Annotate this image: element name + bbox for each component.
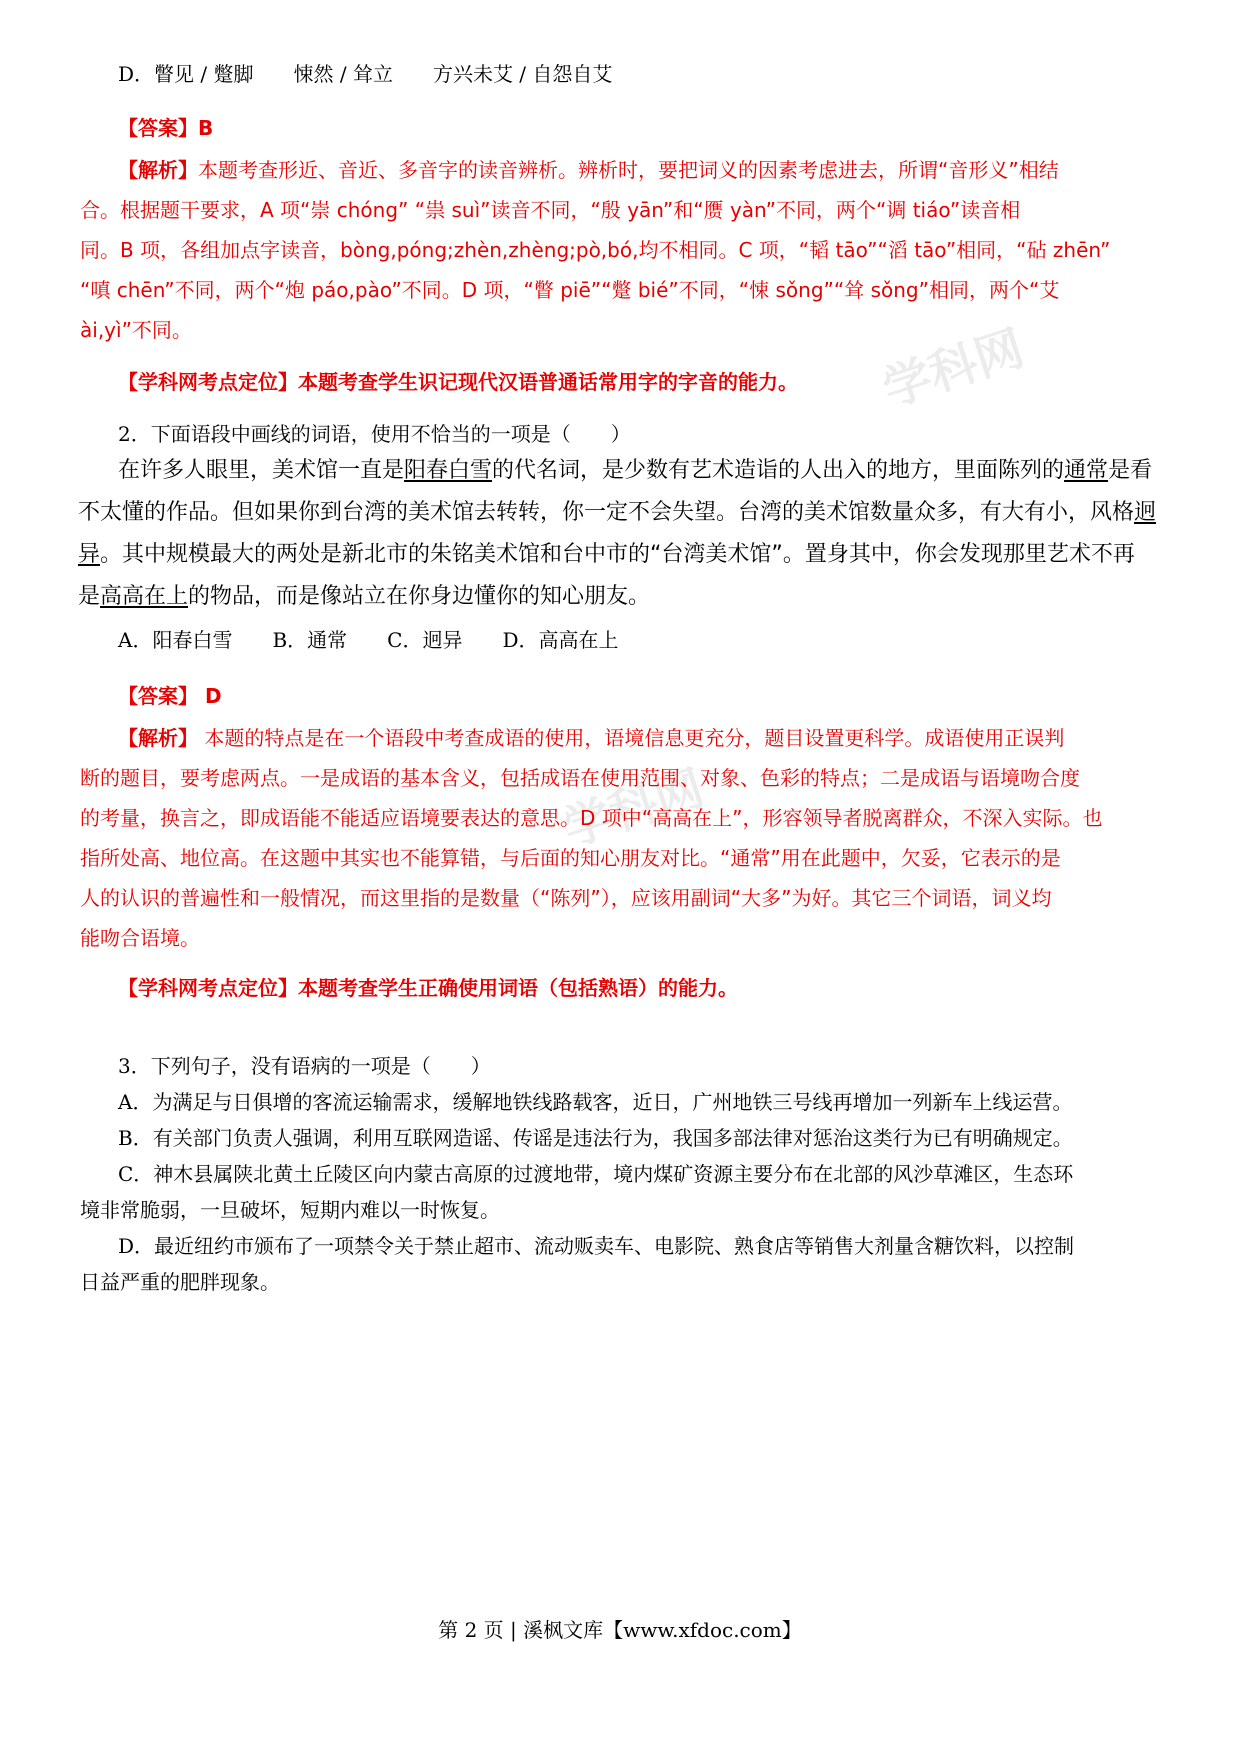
q3-option-d: D．最近纽约市颁布了一项禁令关于禁止超市、流动贩卖车、电影院、熟食店等销售大剂量含糖饮料，以控制 <box>118 1234 1075 1258</box>
q1-knowledge-point: 【学科网考点定位】本题考查学生识记现代汉语普通话常用字的字音的能力。 <box>118 370 798 394</box>
q2-analysis-line: 人的认识的普遍性和一般情况，而这里指的是数量（“陈列”），应该用副词“大多”为好。其它三个词语，词义均 <box>80 886 1052 910</box>
q2-option: C．迥异 <box>387 628 463 652</box>
q2-option: A．阳春白雪 <box>118 628 233 652</box>
q2-analysis-line: 的考量，换言之，即成语能不能适应语境要表达的意思。D 项中“高高在上”，形容领导者脱离群众，不深入实际。也 <box>80 806 1103 830</box>
q2-analysis-line: 【解析】 本题的特点是在一个语段中考查成语的使用，语境信息更充分，题目设置更科学。成语使用正误判 <box>118 726 1065 750</box>
q1-analysis-line: 【解析】本题考查形近、音近、多音字的读音辨析。辨析时，要把词义的因素考虑进去，所谓“音形义”相结 <box>118 158 1059 182</box>
underlined-term: 迥 <box>1134 500 1157 525</box>
q3-stem: 3．下列句子，没有语病的一项是（ ） <box>118 1054 491 1078</box>
q2-option: B．通常 <box>272 628 348 652</box>
q2-knowledge-point: 【学科网考点定位】本题考查学生正确使用词语（包括熟语）的能力。 <box>118 976 738 1000</box>
q2-passage-line: 是高高在上的物品，而是像站立在你身边懂你的知心朋友。 <box>78 584 651 609</box>
q2-option: D．高高在上 <box>502 628 619 652</box>
q1-analysis-line: “嗔 chēn”不同，两个“炮 páo,pào”不同。D 项，“瞥 piē”“蹩 bié”不同，“悚 sǒng”“耸 sǒng”相同，两个“艾 <box>80 278 1060 302</box>
underlined-term: 阳春白雪 <box>404 458 493 483</box>
q1-analysis-line: ài,yì”不同。 <box>80 318 192 342</box>
q2-passage-line: 不太懂的作品。但如果你到台湾的美术馆去转转，你一定不会失望。台湾的美术馆数量众多，有大有小，风格迥 <box>78 500 1157 525</box>
q1-analysis-line: 同。B 项，各组加点字读音，bòng,póng;zhèn,zhèng;pò,bó,均不相同。C 项，“韬 tāo”“滔 tāo”相同，“砧 zhēn” <box>80 238 1111 262</box>
watermark: 学科网 <box>556 759 711 858</box>
q3-option-d-cont: 日益严重的肥胖现象。 <box>80 1270 280 1294</box>
page-footer: 第 2 页 | 溪枫文库【www.xfdoc.com】 <box>438 1618 802 1642</box>
analysis-tag: 【解析】 <box>118 726 198 750</box>
underlined-term: 通常 <box>1064 458 1109 483</box>
q3-option-b: B．有关部门负责人强调，利用互联网造谣、传谣是违法行为，我国多部法律对惩治这类行为已有明确规定。 <box>118 1126 1073 1150</box>
watermark: 学科网 <box>876 319 1031 418</box>
q2-passage-line: 在许多人眼里，美术馆一直是阳春白雪的代名词，是少数有艺术造诣的人出入的地方，里面陈列的通常是看 <box>118 458 1153 483</box>
q2-analysis-line: 断的题目，要考虑两点。一是成语的基本含义，包括成语在使用范围、对象、色彩的特点；二是成语与语境吻合度 <box>80 766 1080 790</box>
q2-analysis-line: 指所处高、地位高。在这题中其实也不能算错，与后面的知心朋友对比。“通常”用在此题中，欠妥，它表示的是 <box>80 846 1061 870</box>
q3-option-c: C．神木县属陕北黄土丘陵区向内蒙古高原的过渡地带，境内煤矿资源主要分布在北部的风沙草滩区，生态环 <box>118 1162 1074 1186</box>
q3-option-a: A．为满足与日俱增的客流运输需求，缓解地铁线路载客，近日，广州地铁三号线再增加一列新车上线运营。 <box>118 1090 1073 1114</box>
q2-options <box>118 626 619 654</box>
analysis-tag: 【解析】 <box>118 158 198 182</box>
q1-option-d: D．瞥见 / 蹩脚 悚然 / 耸立 方兴未艾 / 自怨自艾 <box>118 62 613 86</box>
q2-answer: 【答案】 D <box>118 684 222 708</box>
underlined-term: 高高在上 <box>100 584 189 609</box>
q3-option-c-cont: 境非常脆弱，一旦破坏，短期内难以一时恢复。 <box>80 1198 500 1222</box>
q1-analysis-line: 合。根据题干要求，A 项“崇 chóng” “祟 suì”读音不同，“殷 yān”和“赝 yàn”不同，两个“调 tiáo”读音相 <box>80 198 1021 222</box>
q1-answer: 【答案】B <box>118 116 214 140</box>
q2-stem: 2．下面语段中画线的词语，使用不恰当的一项是（ ） <box>118 422 631 446</box>
q2-passage-line: 异。其中规模最大的两处是新北市的朱铭美术馆和台中市的“台湾美术馆”。置身其中，你会发现那里艺术不再 <box>78 542 1135 567</box>
q2-analysis-line: 能吻合语境。 <box>80 926 200 950</box>
underlined-term: 异 <box>78 542 101 567</box>
